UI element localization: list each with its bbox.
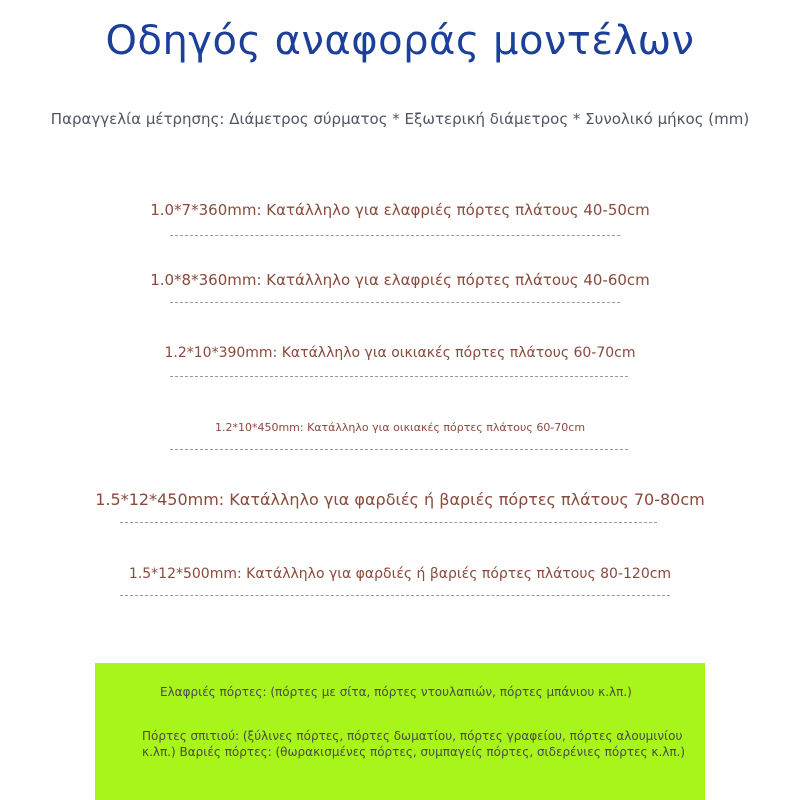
spec-item-6: 1.5*12*500mm: Κατάλληλο για φαρδιές ή βαριές πόρτες πλάτους 80-120cm — [128, 566, 672, 582]
dashed-divider-3 — [170, 376, 628, 377]
dashed-divider-2 — [170, 302, 620, 303]
door-types-panel — [95, 663, 705, 800]
spec-item-2: 1.0*8*360mm: Κατάλληλο για ελαφριές πόρτες πλάτους 40-60cm — [150, 271, 650, 289]
spec-item-1: 1.0*7*360mm: Κατάλληλο για ελαφριές πόρτες πλάτους 40-50cm — [150, 201, 650, 219]
page-title: Οδηγός αναφοράς μοντέλων — [105, 18, 695, 64]
light-doors-note: Ελαφριές πόρτες: (πόρτες με σίτα, πόρτες ντουλαπιών, πόρτες μπάνιου κ.λπ.) — [160, 685, 632, 699]
dashed-divider-4 — [170, 449, 628, 450]
spec-item-5: 1.5*12*450mm: Κατάλληλο για φαρδιές ή βαριές πόρτες πλάτους 70-80cm — [95, 490, 705, 509]
measurement-order-subtitle: Παραγγελία μέτρησης: Διάμετρος σύρματος * Εξωτερική διάμετρος * Συνολικό μήκος (mm) — [50, 110, 750, 128]
dashed-divider-1 — [170, 235, 620, 236]
spec-item-3: 1.2*10*390mm: Κατάλληλο για οικιακές πόρτες πλάτους 60-70cm — [164, 345, 636, 361]
home-doors-note: Πόρτες σπιτιού: (ξύλινες πόρτες, πόρτες δωματίου, πόρτες γραφείου, πόρτες αλουμινίου — [142, 729, 683, 743]
dashed-divider-5 — [120, 522, 657, 523]
dashed-divider-6 — [120, 595, 670, 596]
heavy-doors-note: κ.λπ.) Βαριές πόρτες: (θωρακισμένες πόρτες, συμπαγείς πόρτες, σιδερένιες πόρτες κ.λπ.) — [142, 745, 686, 759]
spec-item-4: 1.2*10*450mm: Κατάλληλο για οικιακές πόρτες πλάτους 60-70cm — [214, 421, 586, 434]
